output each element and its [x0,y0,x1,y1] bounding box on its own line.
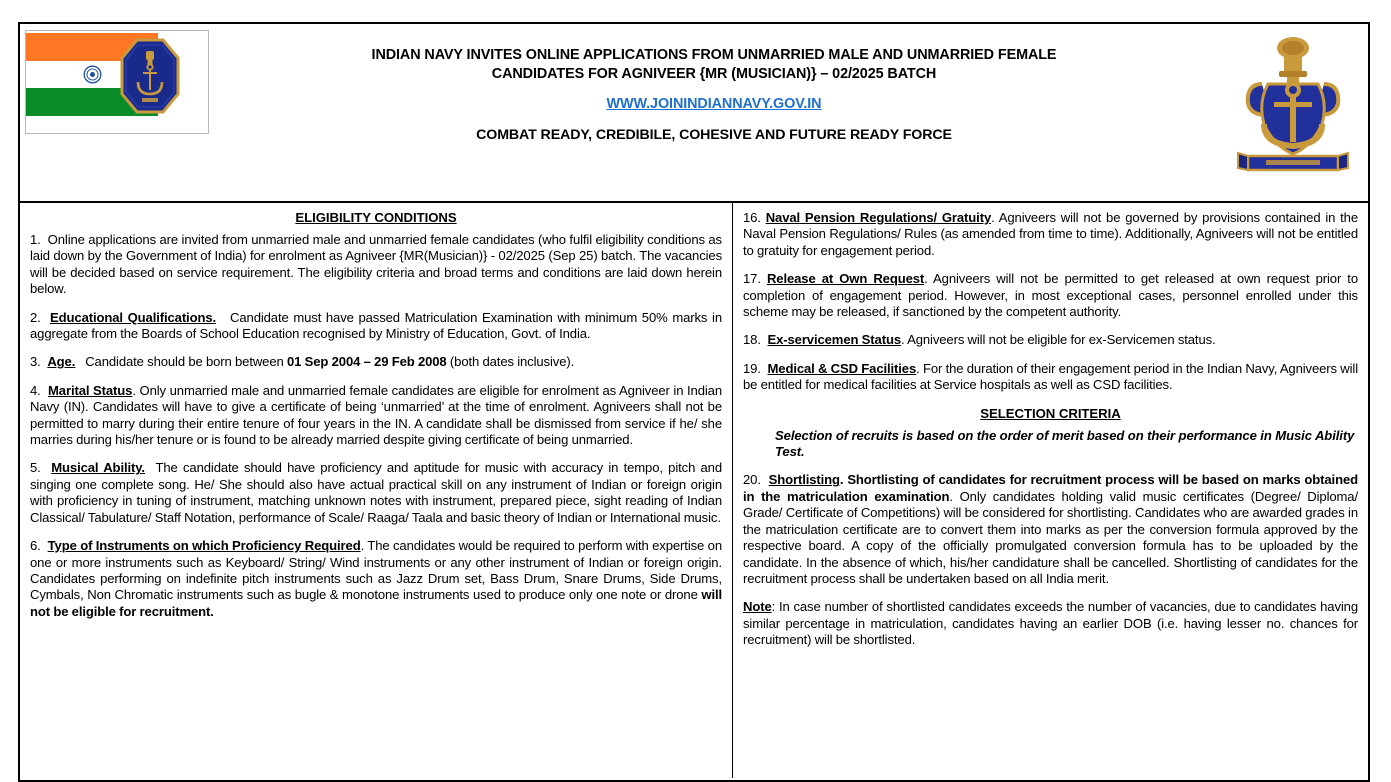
flag-and-badge-box [25,30,209,134]
clause-20 [743,472,1358,587]
clause-3-age-range: 01 Sep 2004 – 29 Feb 2008 [287,354,447,370]
eligibility-conditions-title: ELIGIBILITY CONDITIONS [295,210,457,225]
clause-18-body: . Agniveers will not be eligible for ex-Servicemen status. [900,332,1216,348]
note-body: : In case number of shortlisted candidates exceeds the number of vacancies, due to candidates having similar percentage in matriculation, candidates having an earlier DOB (i.e. having lesser no. chances for recruitment) will be shortlisted. [743,599,1358,648]
clause-3-number: 3. [30,354,41,370]
clause-4 [30,383,722,449]
clause-2 [30,310,722,343]
clause-16-number: 16. [743,210,761,225]
header-title-line-2: CANDIDATES FOR AGNIVEER {MR (MUSICIAN)} – 02/2025 BATCH [491,66,937,82]
ashoka-chakra-icon [83,65,102,84]
clause-3-body-after: (both dates inclusive). [446,354,575,370]
clause-20-body-bold: . Shortlisting of candidates for recruitment process will be based on marks obtained in the matriculation examination [743,472,1358,504]
clause-2-heading: Educational Qualifications. [50,309,217,325]
clause-5-number: 5. [30,460,41,476]
clause-6-heading: Type of Instruments on which Proficiency Required [47,538,361,554]
clause-2-number: 2. [30,309,41,325]
clause-3-body-before: Candidate should be born between [85,354,287,370]
clause-16-heading: Naval Pension Regulations/ Gratuity [765,210,992,225]
clause-18-heading: Ex-servicemen Status [767,332,901,348]
clause-5-heading: Musical Ability. [51,460,145,476]
clause-1-body: Online applications are invited from unmarried male and unmarried female candidates (who fulfil eligibility conditions as laid down by the Government of India) for enrolment as Agniveer {MR(Musician)} - 02/2025 (Sep 25) batch. The vacancies will be decided based on service requirement. The eligibility criteria and broad terms and conditions are laid down herein below. [30,232,722,297]
left-column [20,203,733,778]
clause-18-number: 18. [743,332,761,348]
selection-criteria-subtitle: Selection of recruits is based on the order of merit based on their performance in Music Ability Test. [775,427,1355,460]
clause-16 [743,210,1358,259]
header-motto: COMBAT READY, CREDIBILE, COHESIVE AND FUTURE READY FORCE [476,127,952,143]
clause-6-body: . The candidates would be required to perform with expertise on one or more instruments such as Keyboard/ String/ Wind instruments or any other instrument of Indian or foreign origin. Candidates performing on indefinite pitch instruments such as Jazz Drum set, Bass Drum, Snare Drums, Side Drums, Cymbals, Non Chromatic instruments such as bugle & monotone instruments used to produce only one note or drone [30,538,722,603]
clause-17-body: . Agniveers will not be permitted to get released at own request prior to completion of engagement period. However, in most exceptional cases, personnel enrolled under this scheme may be released, if sanctioned by the competent authority. [743,271,1358,320]
clause-3 [30,354,722,370]
clause-20-number: 20. [743,472,761,488]
note-label: Note [743,599,772,615]
clause-1 [30,232,722,298]
document-body [20,203,1368,778]
clause-19-heading: Medical & CSD Facilities [767,360,917,376]
clause-2-body: Candidate must have passed Matriculation Examination with minimum 50% marks in aggregate from the Boards of School Education recognised by Ministry of Education, Govt. of India. [30,309,722,342]
clause-6-number: 6. [30,538,41,554]
clause-19-body: . For the duration of their engagement period in the Indian Navy, Agniveers will be entitled for medical facilities at Service hospitals as well as CSD facilities. [743,360,1358,393]
clause-20-body: . Only candidates holding valid music certificates (Degree/ Diploma/ Grade/ Certificate of Competitions) will be considered for shortlisting. Candidates who are awarded grades in the matriculation certificate are to convert them into marks as per the conversion formula approved by the respective board. A copy of the officially promulgated conversion formula has to be uploaded by the candidate. In the absence of which, his/her candidature shall be cancelled. Shortlisting of candidates for the recruitment process shall be undertaken based on all India merit. [743,488,1358,586]
header-title-block [230,46,1198,143]
clause-6-body-bold-tail: will not be eligible for recruitment. [30,587,722,619]
indian-navy-crest-icon [1232,32,1354,174]
clause-4-number: 4. [30,382,41,398]
clause-4-heading: Marital Status [48,382,133,398]
clause-17-heading: Release at Own Request [766,271,925,287]
document-header [20,24,1368,203]
clause-17 [743,271,1358,320]
clause-16-body: . Agniveers will not be governed by provisions contained in the Naval Pension Regulations/ Rules (as amended from time to time). Additionally, Agniveers will not be entitled to gratuity for engagement period. [743,210,1358,258]
note-paragraph [743,599,1358,648]
clause-6 [30,538,722,620]
clause-18 [743,332,1358,348]
header-title-line-1: INDIAN NAVY INVITES ONLINE APPLICATIONS FROM UNMARRIED MALE AND UNMARRIED FEMALE [371,47,1057,63]
selection-criteria-title: SELECTION CRITERIA [980,405,1121,421]
clause-4-body: . Only unmarried male and unmarried female candidates are eligible for enrolment as Agniveer in Indian Navy (IN). Candidates will have to give a certificate of being ‘unmarried’ at the time of enrolment. Agniveers shall not be permitted to marry during their entire tenure of four years in the IN. A candidate shall be dismissed from service if he/ she marries during his/her tenure or is found to be already married despite giving certificate of being unmarried. [30,382,722,448]
clause-3-heading: Age. [47,354,76,370]
clause-5 [30,460,722,526]
clause-20-heading: Shortlisting [768,472,840,488]
clause-1-number: 1. [30,232,41,247]
join-indian-navy-website-link[interactable]: WWW.JOININDIANNAVY.GOV.IN [606,96,822,112]
indian-navy-badge-icon [119,37,181,115]
right-column [733,203,1368,778]
clause-17-number: 17. [743,271,761,287]
document-page [18,22,1370,782]
clause-5-body: The candidate should have proficiency and aptitude for music with accuracy in tempo, pitch and singing one complete song. He/ She should also have actual practical skill on any instrument of Indian or foreign origin with proficiency in tuning of instrument, matching unknown notes with instrument, prepared piece, sight reading of Indian Classical/ Tabulature/ Staff Notation, performance of Scale/ Raaga/ Taala and basic theory of Indian or International music. [30,460,722,525]
clause-19-number: 19. [743,360,761,376]
clause-19 [743,361,1358,394]
